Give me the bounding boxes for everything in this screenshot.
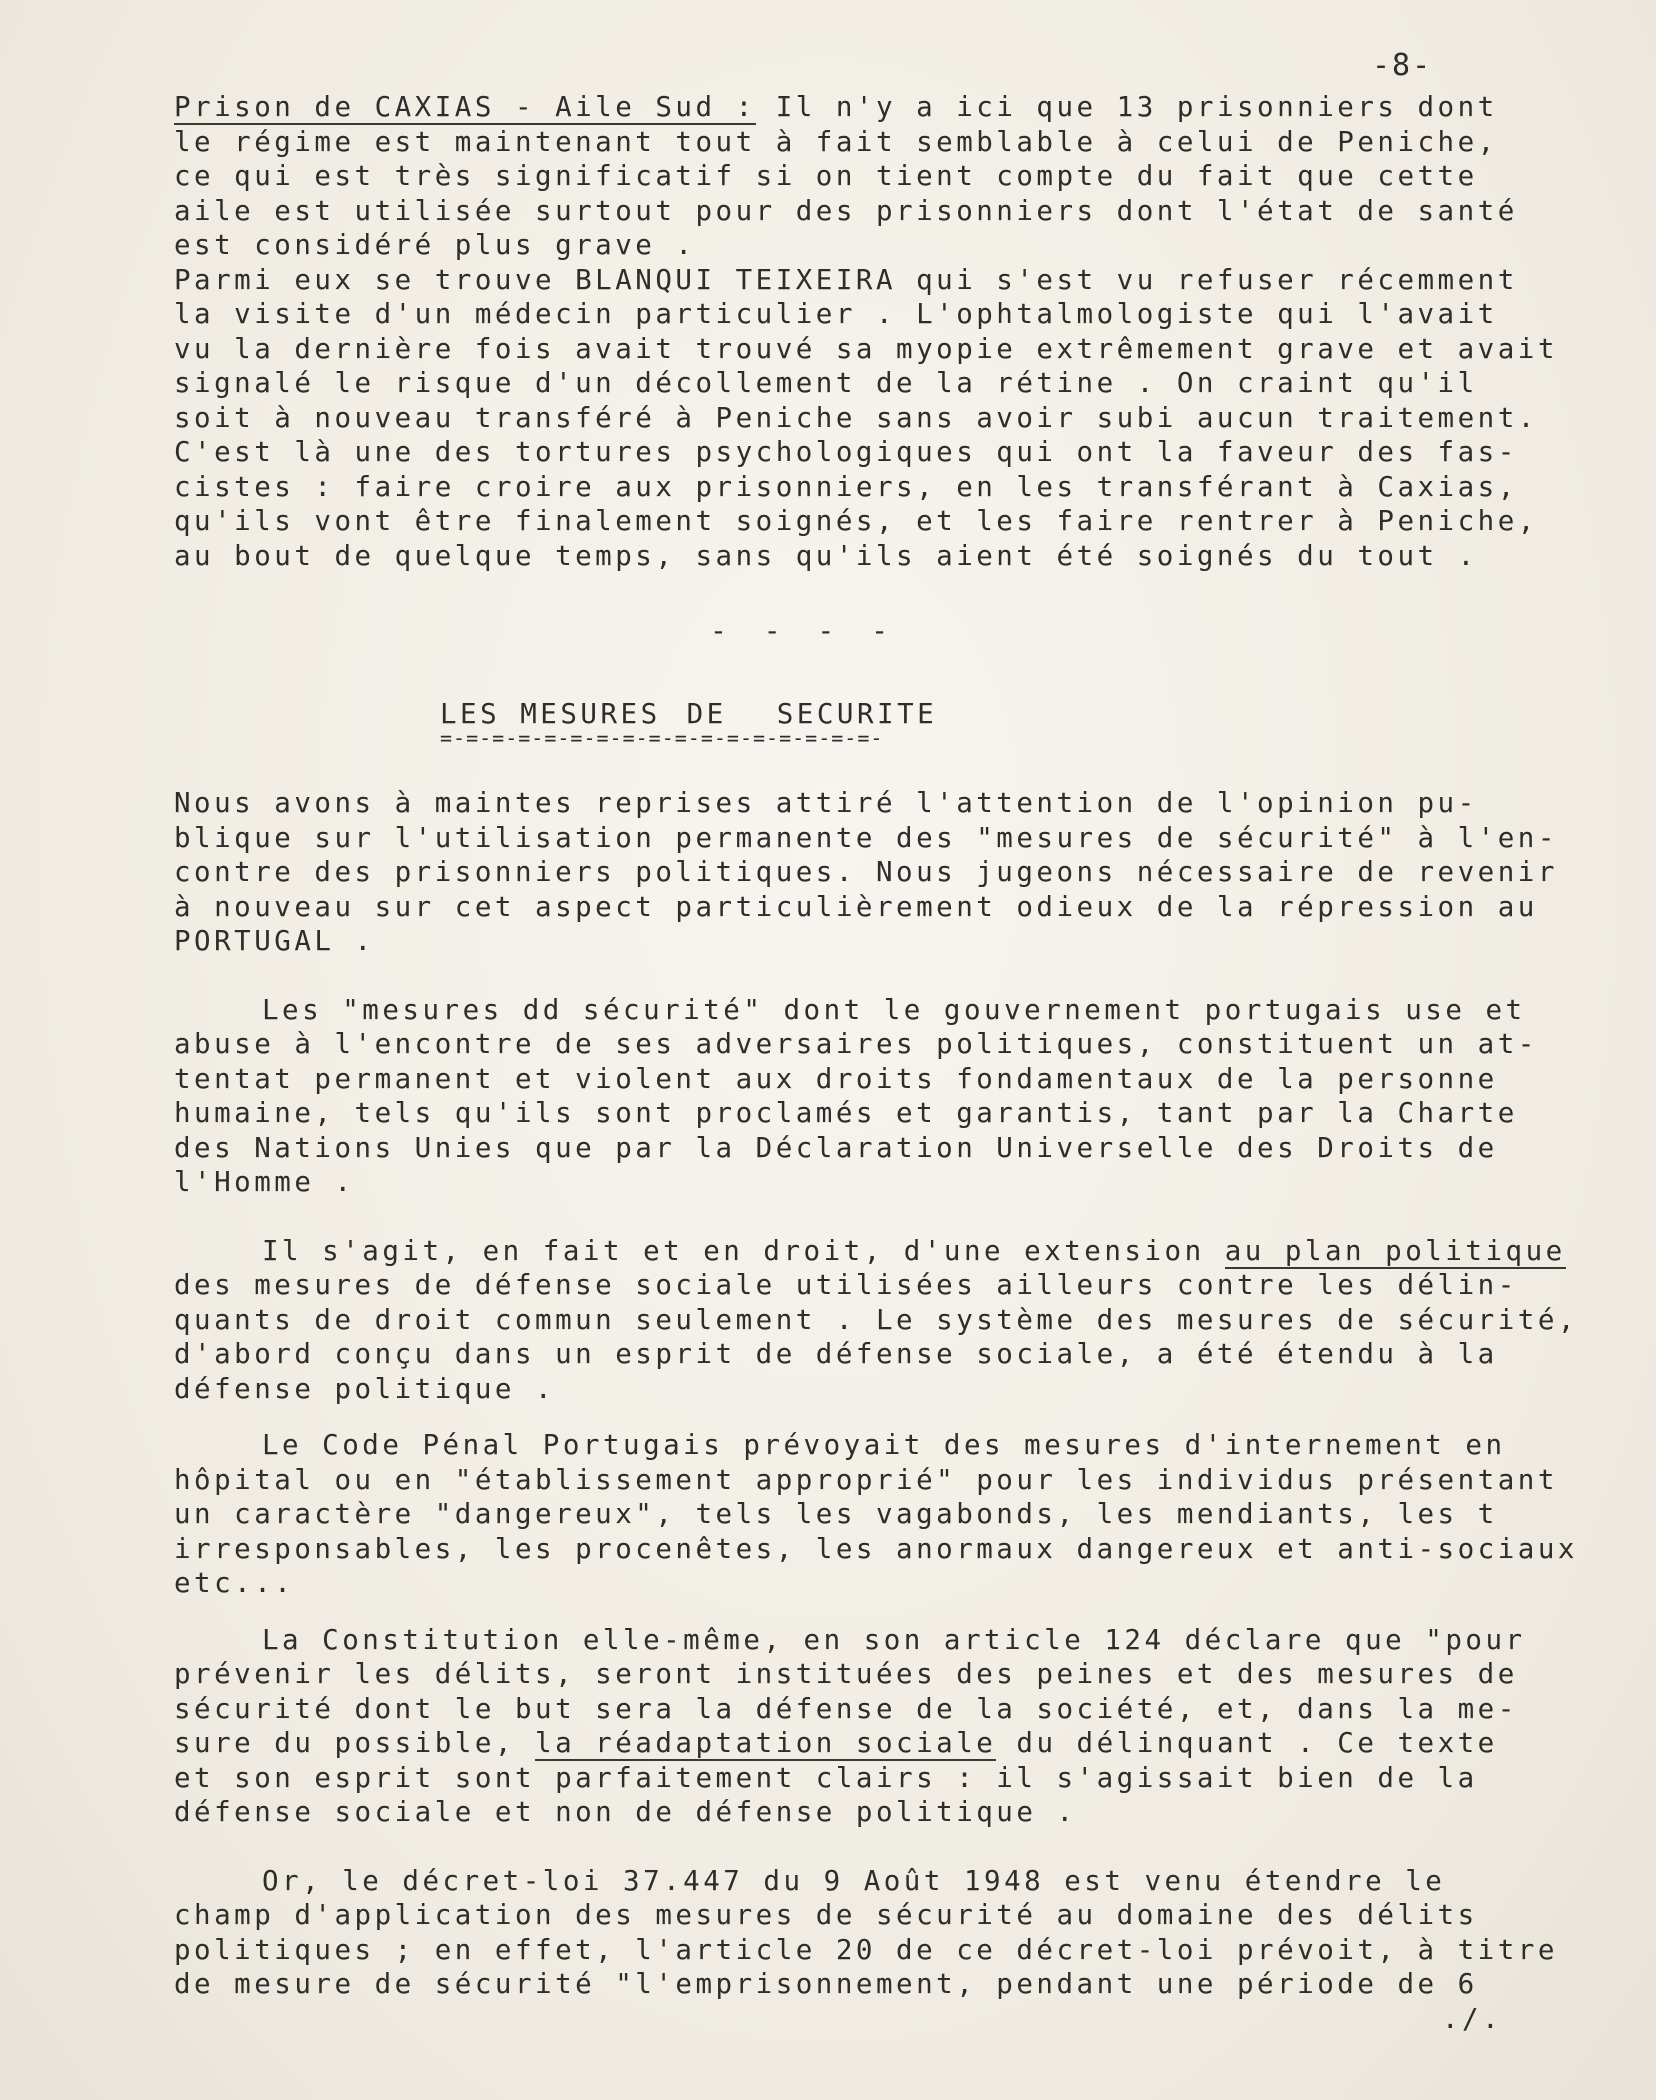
section-title — [440, 698, 937, 750]
p1-line: à nouveau sur cet aspect particulièrement odieux de la répression au — [174, 890, 1538, 923]
caxias-line: la visite d'un médecin particulier . L'ophtalmologiste qui l'avait — [174, 298, 1498, 330]
p3-first: Il s'agit, en fait et en droit, d'une extension — [262, 1234, 1225, 1267]
caxias-line: Parmi eux se trouve BLANQUI TEIXEIRA qui s'est vu refuser récemment — [174, 263, 1518, 296]
p3-line: défense politique . — [174, 1372, 556, 1405]
caxias-section — [174, 90, 1574, 573]
p2-line: tentat permanent et violent aux droits fondamentaux de la personne — [174, 1062, 1498, 1095]
caxias-heading: Prison de CAXIAS - Aile Sud : — [174, 91, 756, 123]
p4-line: un caractère "dangereux", tels les vagabonds, les mendiants, les t — [174, 1498, 1498, 1530]
p6-line: de mesure de sécurité "l'emprisonnement, pendant une période de 6 — [174, 1968, 1478, 2000]
caxias-line: le régime est maintenant tout à fait semblable à celui de Peniche, — [174, 125, 1498, 158]
p6-line: politiques ; en effet, l'article 20 de ce décret-loi prévoit, à titre — [174, 1933, 1558, 1966]
p2-line: des Nations Unies que par la Déclaration Universelle des Droits de — [174, 1131, 1498, 1164]
page-number: -8- — [1372, 48, 1433, 83]
continuation-mark: ./. — [1442, 2002, 1503, 2035]
title-decoration: =-=-=-=-=-=-=-=-=-=-=-=-=-=-=-=-=- — [440, 726, 884, 750]
main-body — [174, 786, 1578, 2036]
p2-line: humaine, tels qu'ils sont proclamés et garantis, tant par la Charte — [174, 1097, 1518, 1129]
p5-line: défense sociale et non de défense politique . — [174, 1796, 1077, 1828]
caxias-line: est considéré plus grave . — [174, 229, 696, 261]
p2-line — [174, 993, 1574, 1028]
caxias-line: cistes : faire croire aux prisonniers, en les transférant à Caxias, — [174, 470, 1518, 503]
caxias-line: soit à nouveau transféré à Peniche sans avoir subi aucun traitement. — [174, 401, 1538, 434]
p2-line: l'Homme . — [174, 1166, 355, 1198]
p1-line: Nous avons à maintes reprises attiré l'attention de l'opinion pu- — [174, 787, 1478, 819]
caxias-line: qu'ils vont être finalement soignés, et les faire rentrer à Peniche, — [174, 505, 1538, 537]
p4-line: hôpital ou en "établissement approprié" pour les individus présentant — [174, 1463, 1558, 1496]
p5-line: prévenir les délits, seront instituées des peines et des mesures de — [174, 1658, 1518, 1690]
caxias-first-line — [174, 90, 1574, 125]
p6-line — [174, 1864, 1574, 1899]
caxias-line: Il n'y a ici que 13 prisonniers dont — [755, 91, 1498, 123]
p4-line: irresponsables, les procenêtes, les anormaux dangereux et anti-sociaux — [174, 1532, 1578, 1565]
p3-line: d'abord conçu dans un esprit de défense sociale, a été étendu à la — [174, 1338, 1498, 1370]
caxias-line: aile est utilisée surtout pour des prisonniers dont l'état de santé — [174, 194, 1518, 227]
p3-line: quants de droit commun seulement . Le système des mesures de sécurité, — [174, 1303, 1578, 1336]
p6-line: champ d'application des mesures de sécurité au domaine des délits — [174, 1899, 1478, 1931]
p6-first: Or, le décret-loi 37.447 du 9 Août 1948 est venu étendre le — [262, 1864, 1446, 1897]
title-word: SECURITE — [776, 698, 938, 730]
p5-line4-after: du délinquant . Ce texte — [996, 1727, 1498, 1759]
caxias-line: au bout de quelque temps, sans qu'ils aient été soignés du tout . — [174, 539, 1478, 572]
p4-first: Le Code Pénal Portugais prévoyait des mesures d'internement en — [262, 1429, 1506, 1461]
underlined-phrase: au plan politique — [1224, 1234, 1566, 1267]
p3-line — [174, 1234, 1574, 1269]
p4-line — [174, 1428, 1574, 1463]
p1-line: blique sur l'utilisation permanente des "mesures de sécurité" à l'en- — [174, 821, 1558, 854]
p3-line: des mesures de défense sociale utilisées ailleurs contre les délin- — [174, 1269, 1518, 1301]
p5-line4-before: sure du possible, — [174, 1727, 536, 1759]
p2-first: Les "mesures dd sécurité" dont le gouvernement portugais use et — [262, 993, 1526, 1026]
p5-line — [174, 1726, 1574, 1761]
p4-line: etc... — [174, 1567, 295, 1599]
caxias-line: C'est là une des tortures psychologiques qui ont la faveur des fas- — [174, 436, 1518, 468]
caxias-line: ce qui est très significatif si on tient compte du fait que cette — [174, 160, 1478, 192]
p5-first: La Constitution elle-même, en son article 124 déclare que "pour — [262, 1623, 1526, 1656]
p5-line: sécurité dont le but sera la défense de la société, et, dans la me- — [174, 1692, 1518, 1725]
underlined-phrase: la réadaptation sociale — [535, 1727, 997, 1759]
caxias-line: vu la dernière fois avait trouvé sa myopie extrêmement grave et avait — [174, 332, 1558, 365]
title-word: LES MESURES — [440, 698, 661, 730]
section-separator: - - - - — [710, 614, 899, 647]
caxias-line: signalé le risque d'un décollement de la rétine . On craint qu'il — [174, 367, 1478, 399]
p1-line: contre des prisonniers politiques. Nous jugeons nécessaire de revenir — [174, 856, 1558, 888]
p2-line: abuse à l'encontre de ses adversaires politiques, constituent un at- — [174, 1028, 1538, 1060]
p1-line: PORTUGAL . — [174, 925, 375, 957]
p5-line: et son esprit sont parfaitement clairs : il s'agissait bien de la — [174, 1761, 1478, 1794]
p5-line — [174, 1623, 1574, 1658]
title-word: DE — [686, 698, 727, 730]
